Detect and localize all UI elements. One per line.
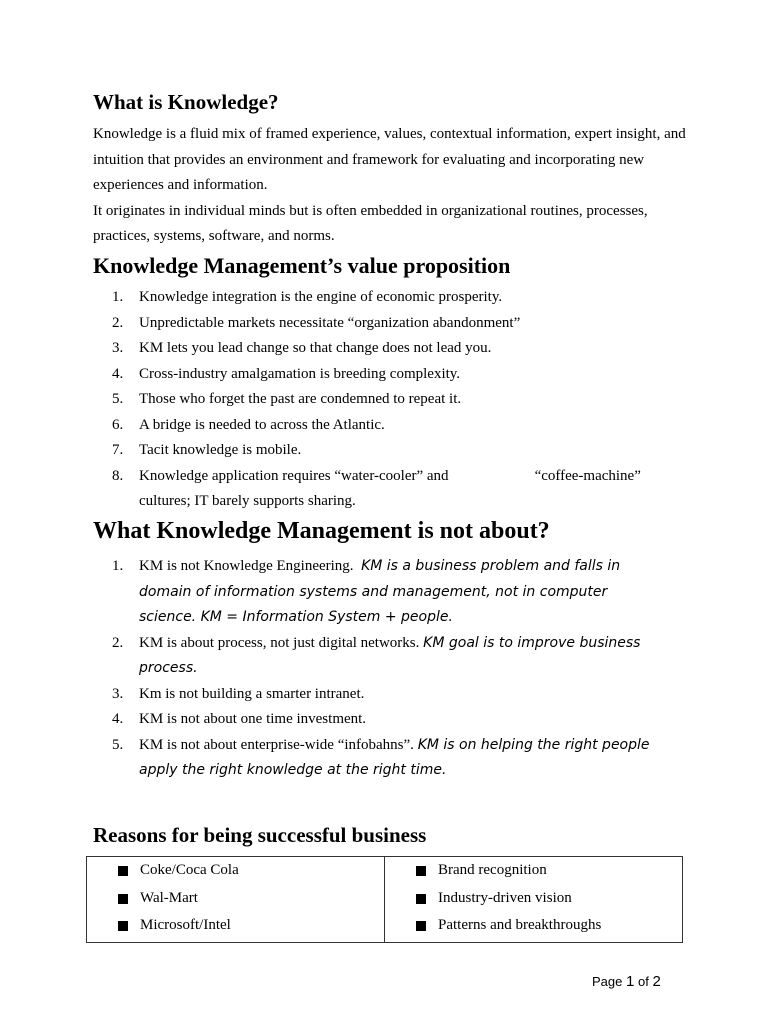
list-item: 2. KM is about process, not just digital networks. KM goal is to improve business process. (112, 634, 641, 676)
list-item: 8. Knowledge application requires “water-cooler” and “coffee-machine” cultures; IT barely supports sharing. (112, 467, 641, 509)
not-about-list (0, 554, 664, 784)
list-item: 4. KM is not about one time investment. (112, 711, 367, 727)
intro-text (93, 122, 693, 250)
square-bullet-icon (118, 894, 128, 904)
list-item: Wal-Mart (87, 885, 384, 913)
square-bullet-icon (118, 866, 128, 876)
value-proposition-list (0, 285, 664, 515)
list-item: Microsoft/Intel (87, 912, 384, 940)
list-item: 3. KM lets you lead change so that change does not lead you. (112, 340, 492, 356)
list-item: 5. KM is not about enterprise-wide “infobahns”. KM is on helping the right people apply the right knowledge at the right time. (112, 736, 650, 778)
intro-paragraph-1: Knowledge is a fluid mix of framed experience, values, contextual information, expert insight, and intuition that provides an environment and framework for evaluating and incorporating new experiences and information. (93, 126, 686, 193)
square-bullet-icon (416, 894, 426, 904)
list-item: 1. KM is not Knowledge Engineering. KM is a business problem and falls in domain of information systems and management, not in computer science. KM = Information System + people. (112, 558, 621, 625)
square-bullet-icon (416, 921, 426, 931)
intro-paragraph-2: It originates in individual minds but is often embedded in organizational routines, processes, practices, systems, software, and norms. (93, 202, 648, 244)
list-item: 1. Knowledge integration is the engine of economic prosperity. (112, 289, 503, 305)
square-bullet-icon (118, 921, 128, 931)
list-item: 5. Those who forget the past are condemned to repeat it. (112, 391, 462, 407)
list-item: 7. Tacit knowledge is mobile. (112, 442, 302, 458)
list-item: Coke/Coca Cola (87, 857, 384, 885)
heading-value-proposition: Knowledge Management’s value proposition (93, 253, 511, 278)
list-item: Industry-driven vision (385, 885, 682, 913)
list-item: Brand recognition (385, 857, 682, 885)
list-item: 6. A bridge is needed to across the Atlantic. (112, 416, 385, 433)
heading-not-about: What Knowledge Management is not about? (93, 518, 550, 544)
list-item: 4. Cross-industry amalgamation is breeding complexity. (112, 365, 461, 382)
reasons-right-column (385, 857, 683, 943)
list-item: 2. Unpredictable markets necessitate “organization abandonment” (112, 314, 521, 331)
reasons-table (86, 856, 683, 943)
reasons-left-column (87, 857, 385, 943)
heading-reasons: Reasons for being successful business (93, 823, 427, 847)
heading-what-is-knowledge: What is Knowledge? (93, 90, 279, 114)
list-item: Patterns and breakthroughs (385, 912, 682, 940)
square-bullet-icon (416, 866, 426, 876)
list-item: 3. Km is not building a smarter intranet. (112, 685, 365, 702)
page-number: Page 1 of 2 (592, 973, 661, 990)
